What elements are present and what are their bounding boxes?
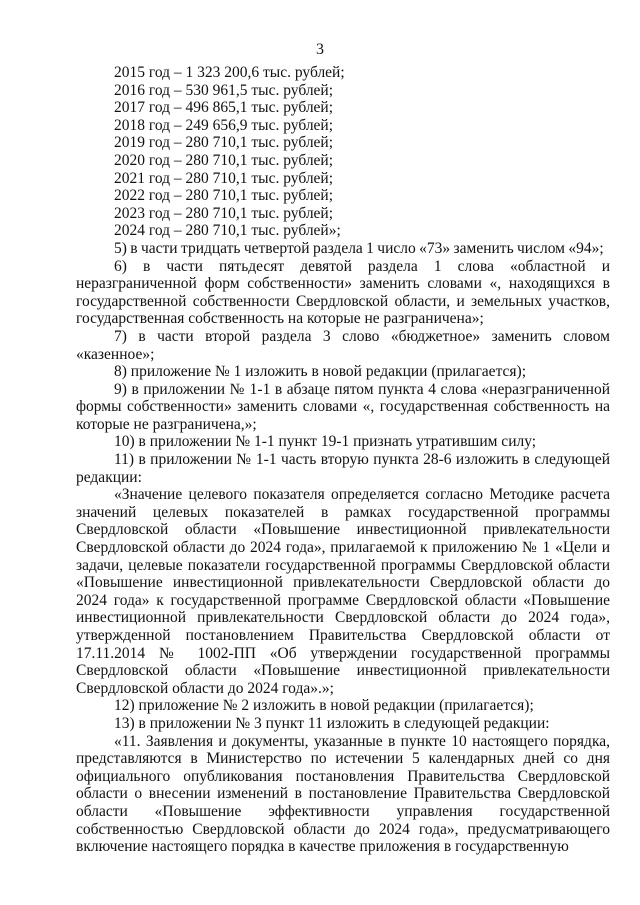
funding-year-line: 2016 год – 530 961,5 тыс. рублей; [114, 81, 334, 99]
funding-year-line: 2017 год – 496 865,1 тыс. рублей; [114, 99, 334, 117]
document-body [76, 64, 610, 856]
funding-year-line: 2020 год – 280 710,1 тыс. рублей; [114, 151, 334, 169]
funding-year-line: 2022 год – 280 710,1 тыс. рублей; [114, 187, 334, 205]
amendment-item-11: 11) в приложении № 1-1 часть вторую пункта 28-6 изложить в следующей редакции: [76, 451, 610, 486]
funding-year-line: 2018 год – 249 656,9 тыс. рублей; [114, 116, 334, 134]
amendment-item-5: 5) в части тридцать четвертой раздела 1 число «73» заменить числом «94»; [114, 239, 604, 257]
quoted-paragraph: «Значение целевого показателя определяется согласно Методике расчета значений целевых показателей в рамках государственной программы Свердловской области «Повышение инвестиционной привлекательности Свердловской области до 2024 года», прилагаемой к приложению № 1 «Цели и задачи, целевые показатели государственной программы Свердловской области «Повышение инвестиционной привлекательности Свердловской области до 2024 года» к государственной программе Свердловской области «Повышение инвестиционной привлекательности Свердловской области до 2024 года», утвержденной постановлением Правительства Свердловской области от 17.11.2014 № 1002-ПП «Об утверждении государственной программы Свердловской области «Повышение инвестиционной привлекательности Свердловской области до 2024 года».»; [76, 486, 610, 697]
quoted-paragraph: «11. Заявления и документы, указанные в пункте 10 настоящего порядка, представляются в Министерство по истечении 5 календарных дней со дня официального опубликования постановления Правительства Свердловской области о внесении изменений в постановление Правительства Свердловской области «Повышение эффективности управления государственной собственностью Свердловской области до 2024 года», предусматривающего включение настоящего порядка в качестве приложения в государственную [76, 732, 610, 856]
funding-year-line: 2023 год – 280 710,1 тыс. рублей; [114, 204, 334, 222]
funding-year-line: 2021 год – 280 710,1 тыс. рублей; [114, 169, 334, 187]
amendment-item-7: 7) в части второй раздела 3 слово «бюджетное» заменить словом «казенное»; [76, 327, 610, 363]
amendment-item-8: 8) приложение № 1 изложить в новой редакции (прилагается); [114, 363, 527, 381]
funding-year-line: 2024 год – 280 710,1 тыс. рублей»; [114, 222, 341, 240]
amendment-item-12: 12) приложение № 2 изложить в новой редакции (прилагается); [114, 697, 534, 715]
amendment-item-13: 13) в приложении № 3 пункт 11 изложить в следующей редакции: [114, 714, 550, 732]
amendment-item-10: 10) в приложении № 1-1 пункт 19-1 признать утратившим силу; [114, 433, 537, 451]
amendment-item-6: 6) в части пятьдесят девятой раздела 1 слова «областной и неразграниченной форм собственности» заменить словами «, находящихся в государственной собственности Свердловской области, и земельных участков, государственная собственность на которые не разграничена»; [76, 257, 610, 328]
page-number: 3 [316, 41, 324, 58]
amendment-item-9: 9) в приложении № 1-1 в абзаце пятом пункта 4 слова «неразграниченной формы собственности» заменить словами «, государственная собственность на которые не разграничена,»; [76, 380, 610, 433]
funding-year-line: 2019 год – 280 710,1 тыс. рублей; [114, 134, 334, 152]
funding-year-line: 2015 год – 1 323 200,6 тыс. рублей; [114, 64, 345, 81]
